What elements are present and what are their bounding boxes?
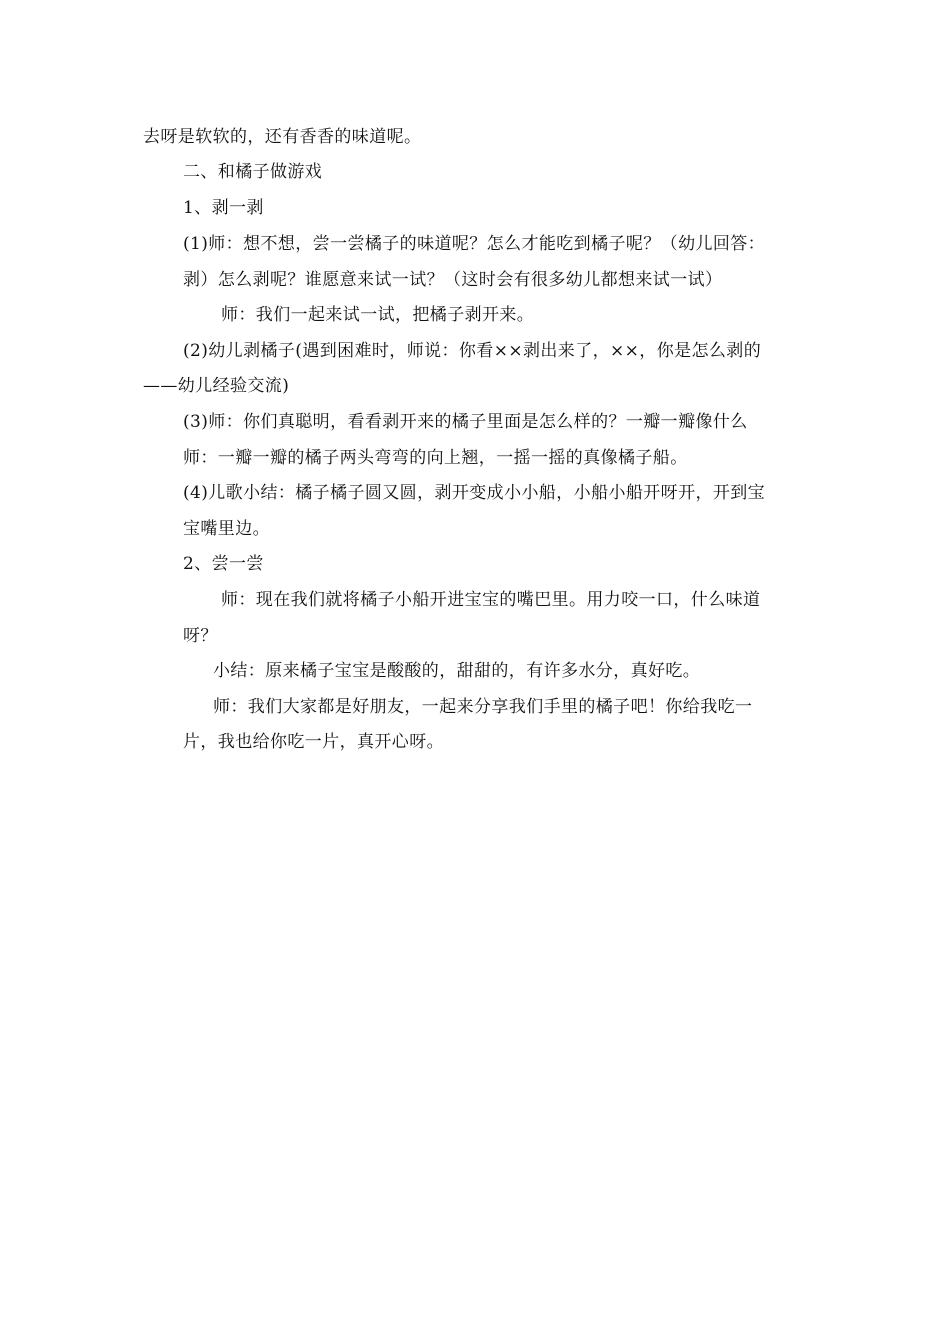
text-line-8: ——幼儿经验交流) <box>143 376 290 396</box>
text-line-11: (4)儿歌小结：橘子橘子圆又圆，剥开变成小小船，小船小船开呀开，开到宝 <box>183 483 766 503</box>
text-line-10: 师：一瓣一瓣的橘子两头弯弯的向上翘，一摇一摇的真像橘子船。 <box>183 448 688 468</box>
subsection-heading-peel: 1、剥一剥 <box>183 198 264 218</box>
subsection-heading-taste: 2、尝一尝 <box>183 554 264 574</box>
text-line-6: 师：我们一起来试一试，把橘子剥开来。 <box>221 305 535 325</box>
text-line-9: (3)师：你们真聪明，看看剥开来的橘子里面是怎么样的？一瓣一瓣像什么 <box>183 412 748 432</box>
text-line-5: 剥）怎么剥呢？谁愿意来试一试？（这时会有很多幼儿都想来试一试） <box>183 270 723 290</box>
text-line-18: 片，我也给你吃一片，真开心呀。 <box>183 732 444 752</box>
section-heading-2: 二、和橘子做游戏 <box>183 162 323 182</box>
text-line-14: 师：现在我们就将橘子小船开进宝宝的嘴巴里。用力咬一口，什么味道 <box>221 590 761 610</box>
text-line-12: 宝嘴里边。 <box>183 519 270 539</box>
text-line-4: (1)师：想不想，尝一尝橘子的味道呢？怎么才能吃到橘子呢？（幼儿回答： <box>183 234 766 254</box>
text-line-7: (2)幼儿剥橘子(遇到困难时，师说：你看××剥出来了，××，你是怎么剥的 <box>183 341 762 361</box>
text-line-17: 师：我们大家都是好朋友，一起来分享我们手里的橘子吧！你给我吃一 <box>213 697 753 717</box>
text-line-15: 呀？ <box>183 626 218 646</box>
summary-line: 小结：原来橘子宝宝是酸酸的，甜甜的，有许多水分，真好吃。 <box>213 661 701 681</box>
text-line-1: 去呀是软软的，还有香香的味道呢。 <box>143 127 422 147</box>
